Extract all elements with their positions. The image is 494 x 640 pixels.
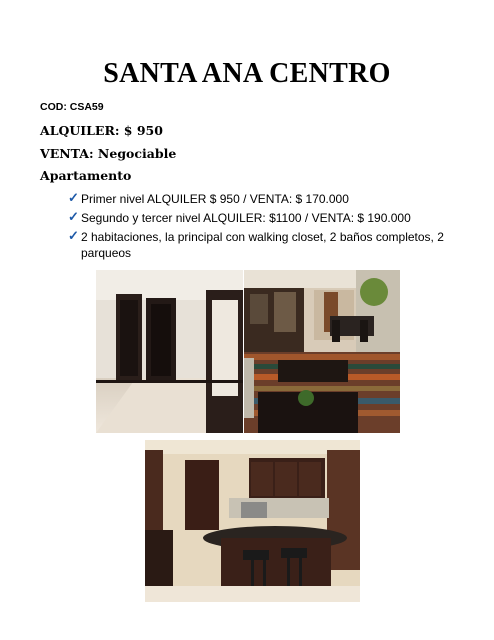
- hallway-photo: [96, 270, 243, 433]
- check-icon: ✓: [68, 209, 79, 224]
- check-icon: ✓: [68, 228, 79, 243]
- page-title: SANTA ANA CENTRO: [103, 58, 391, 89]
- kitchen-photo: [145, 440, 360, 602]
- living-room-photo: [244, 270, 400, 433]
- property-code: COD: CSA59: [40, 101, 104, 113]
- list-item: [68, 229, 463, 261]
- list-item-text: Primer nivel ALQUILER $ 950 / VENTA: $ 170.000: [81, 192, 349, 206]
- list-item: [68, 210, 463, 226]
- feature-list: [68, 191, 463, 264]
- list-item: [68, 191, 463, 207]
- property-type: Apartamento: [40, 168, 132, 183]
- sale-price: VENTA: Negociable: [40, 146, 177, 161]
- list-item-text: Segundo y tercer nivel ALQUILER: $1100 / VENTA: $ 190.000: [81, 211, 411, 225]
- rent-price: ALQUILER: $ 950: [40, 123, 163, 138]
- list-item-text: 2 habitaciones, la principal con walking closet, 2 baños completos, 2 parqueos: [81, 230, 444, 260]
- check-icon: ✓: [68, 190, 79, 205]
